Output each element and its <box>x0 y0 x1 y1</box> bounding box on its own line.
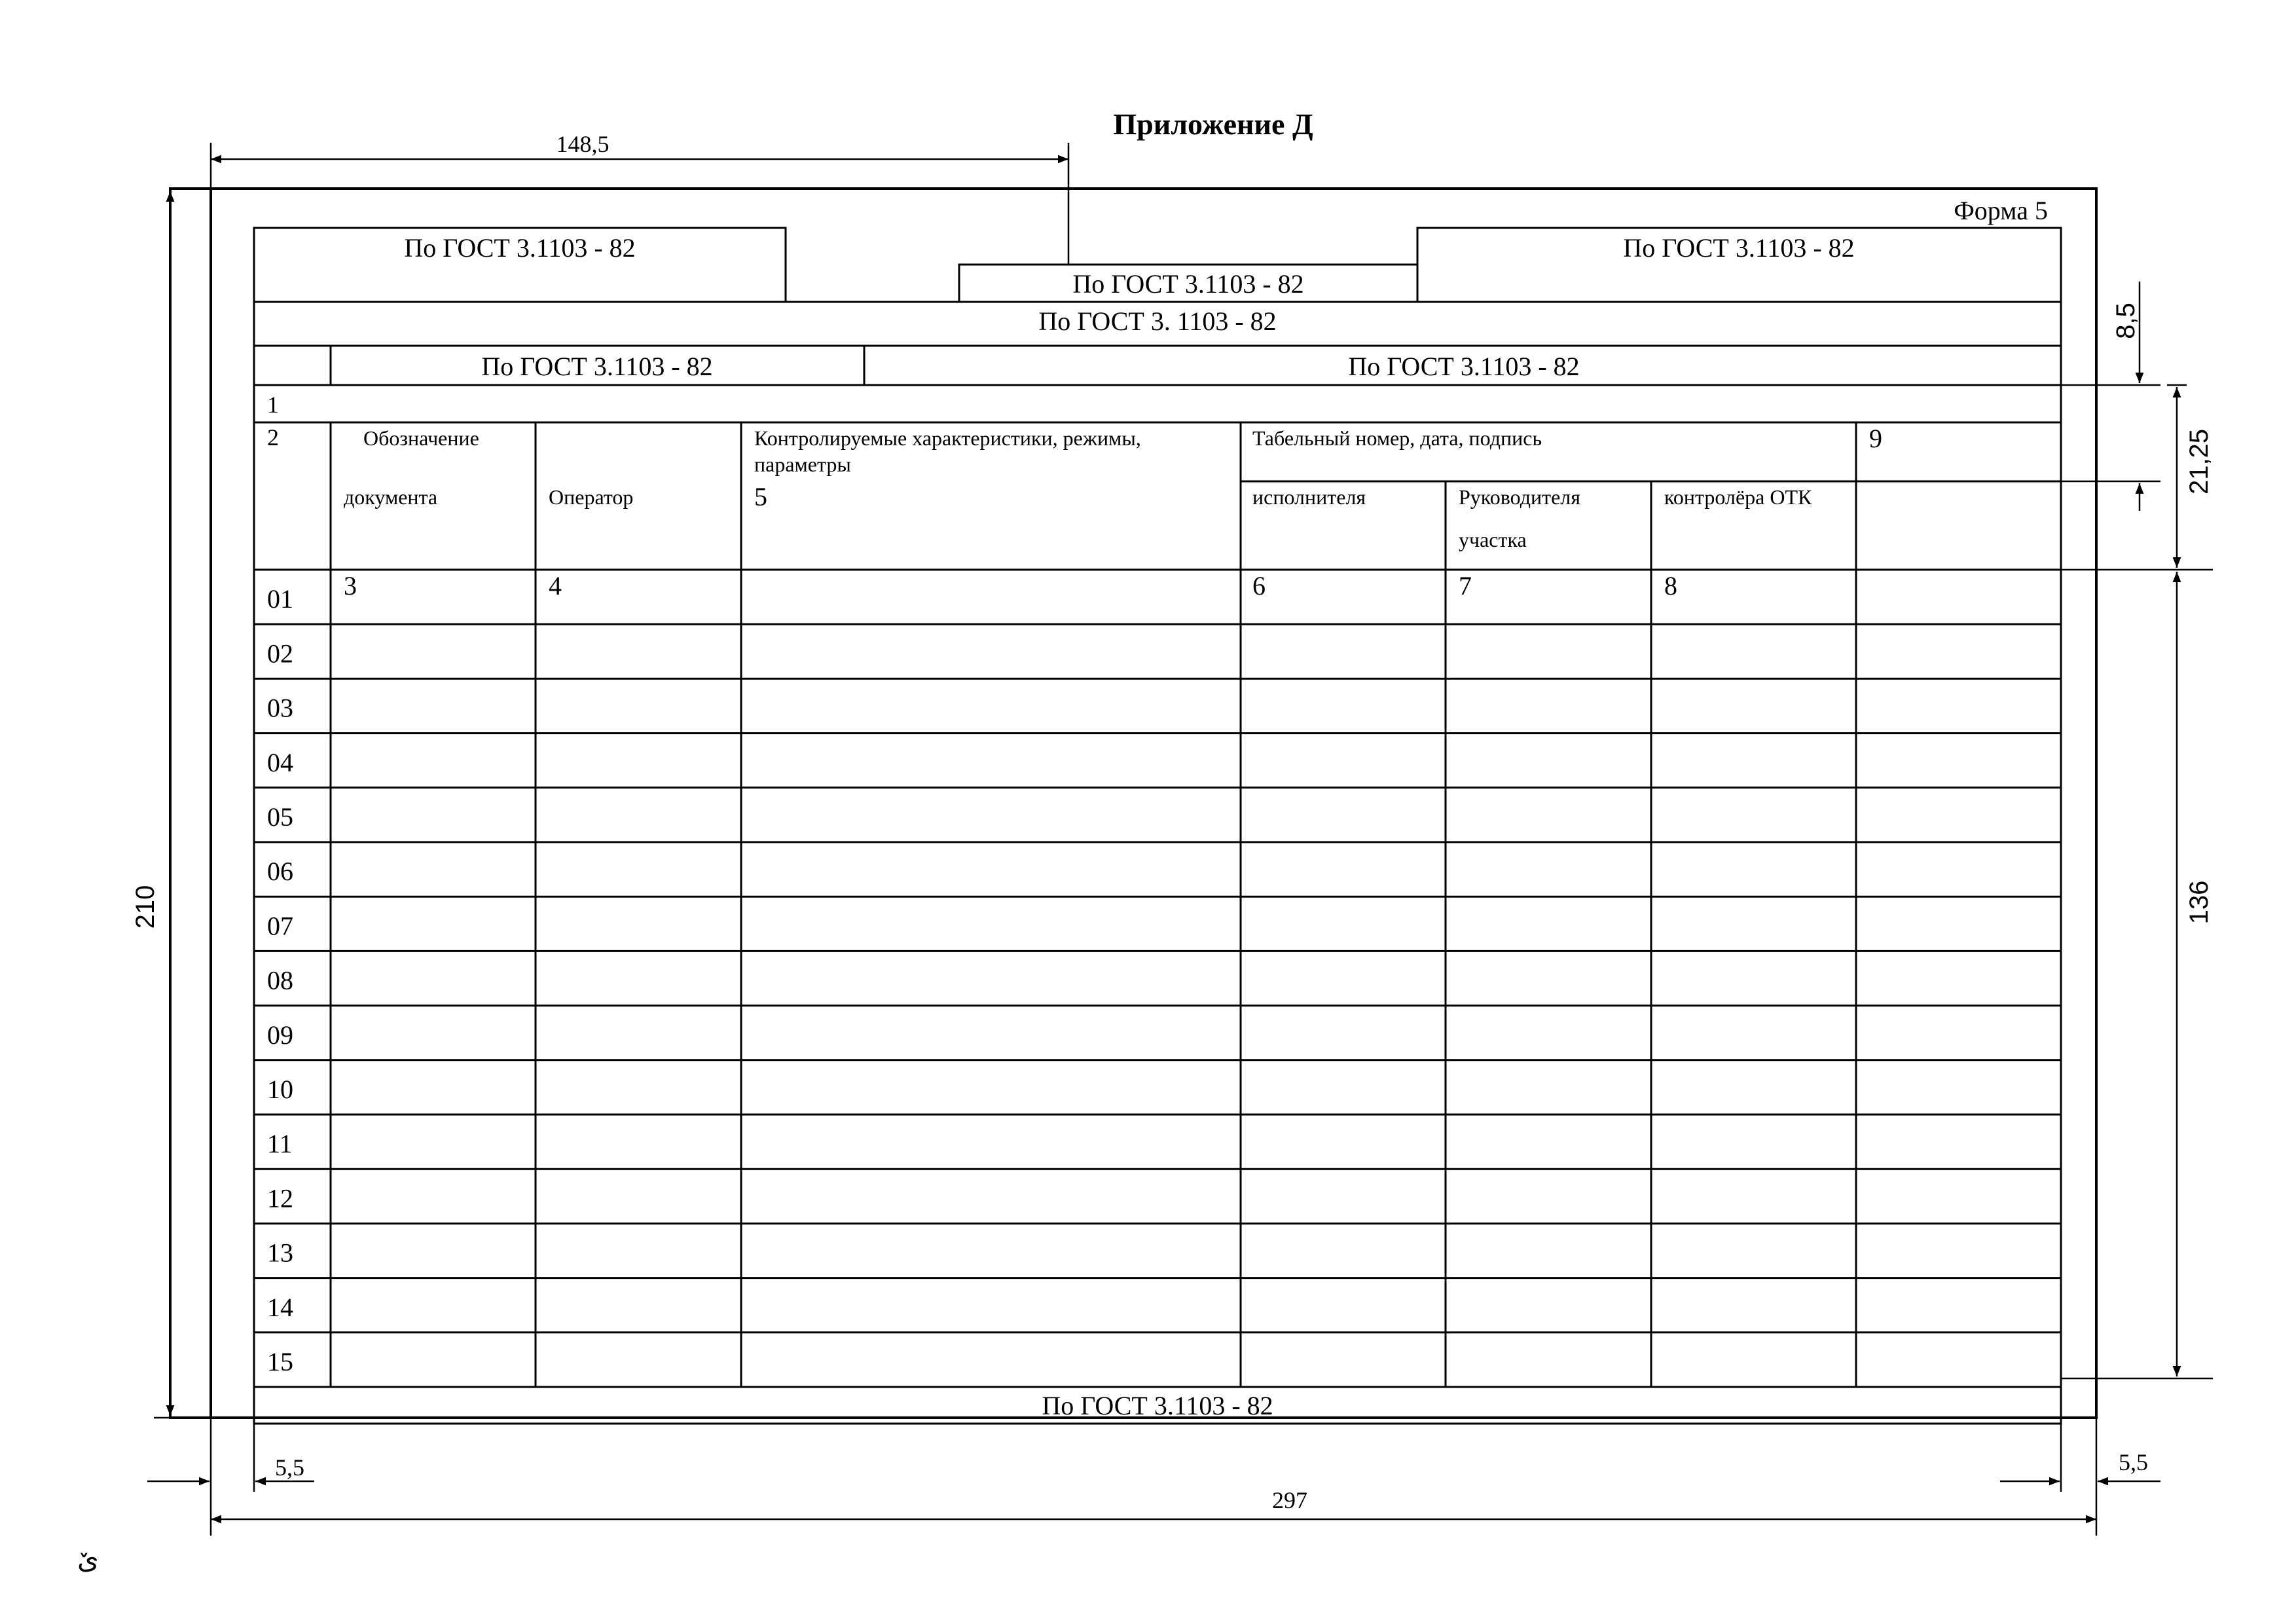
col-controlled-line1: Контролируемые характеристики, режимы, <box>754 426 1141 450</box>
row-marker-1: 1 <box>267 392 279 418</box>
dim-full-width: 297 <box>1272 1487 1307 1513</box>
header-box-middle-text: По ГОСТ 3.1103 - 82 <box>1072 269 1304 299</box>
col-number-4: 4 <box>549 571 562 600</box>
header-box-left-text: По ГОСТ 3.1103 - 82 <box>404 233 636 263</box>
main-table-border <box>254 385 2061 1387</box>
col-number-9: 9 <box>1869 424 1882 453</box>
table-row-number: 01 <box>267 584 293 614</box>
table-row-number: 13 <box>267 1238 293 1268</box>
table-body <box>254 584 2061 1376</box>
table-row-number: 03 <box>267 693 293 723</box>
table-row-number: 08 <box>267 965 293 995</box>
col-tabnum: Табельный номер, дата, подпись <box>1252 426 1542 450</box>
header-row-3-left-text: По ГОСТ 3.1103 - 82 <box>481 352 713 381</box>
col-number-5: 5 <box>754 482 767 511</box>
col-number-8: 8 <box>1664 571 1677 600</box>
header-box-right-text: По ГОСТ 3.1103 - 82 <box>1623 233 1855 263</box>
table-row-number: 06 <box>267 857 293 887</box>
row-marker-2: 2 <box>267 424 279 451</box>
col-number-6: 6 <box>1252 571 1266 600</box>
table-row-number: 09 <box>267 1020 293 1050</box>
col-designation-line1: Обозначение <box>363 426 479 450</box>
col-designation-line2: документа <box>344 485 438 509</box>
header-row-3-right-text: По ГОСТ 3.1103 - 82 <box>1348 352 1580 381</box>
form-label: Форма 5 <box>1954 196 2048 225</box>
dim-header-height: 8,5 <box>2111 303 2140 339</box>
table-row-number: 02 <box>267 638 293 669</box>
col-otk: контролёра ОТК <box>1664 485 1812 509</box>
sheet-outer-border <box>170 189 2096 1418</box>
col-number-3: 3 <box>344 571 357 600</box>
table-row-number: 15 <box>267 1347 293 1377</box>
page-title: Приложение Д <box>1113 107 1313 141</box>
dim-full-height: 210 <box>131 885 160 929</box>
table-row-number: 10 <box>267 1075 293 1105</box>
table-row-number: 14 <box>267 1292 293 1322</box>
table-row-number: 05 <box>267 802 293 832</box>
table-row-number: 04 <box>267 747 293 777</box>
table-row-number: 12 <box>267 1183 293 1213</box>
dim-table-body-height: 136 <box>2185 880 2214 925</box>
col-executor: исполнителя <box>1252 485 1366 509</box>
col-head-line2: участка <box>1459 528 1527 551</box>
dim-margin-right: 5,5 <box>2119 1449 2148 1475</box>
dim-margin-left: 5,5 <box>275 1454 304 1481</box>
footer-text: По ГОСТ 3.1103 - 82 <box>1042 1391 1273 1420</box>
corner-mark: ێ <box>77 1545 99 1575</box>
table-row-number: 11 <box>267 1129 293 1159</box>
col-number-7: 7 <box>1459 571 1472 600</box>
col-operator: Оператор <box>549 485 634 509</box>
table-row-number: 07 <box>267 911 293 941</box>
dim-table-head-height: 21,25 <box>2185 428 2214 495</box>
dim-half-width: 148,5 <box>556 131 610 157</box>
col-head-line1: Руководителя <box>1459 485 1580 509</box>
col-controlled-line2: параметры <box>754 452 851 476</box>
header-row-2-text: По ГОСТ 3. 1103 - 82 <box>1038 306 1277 336</box>
